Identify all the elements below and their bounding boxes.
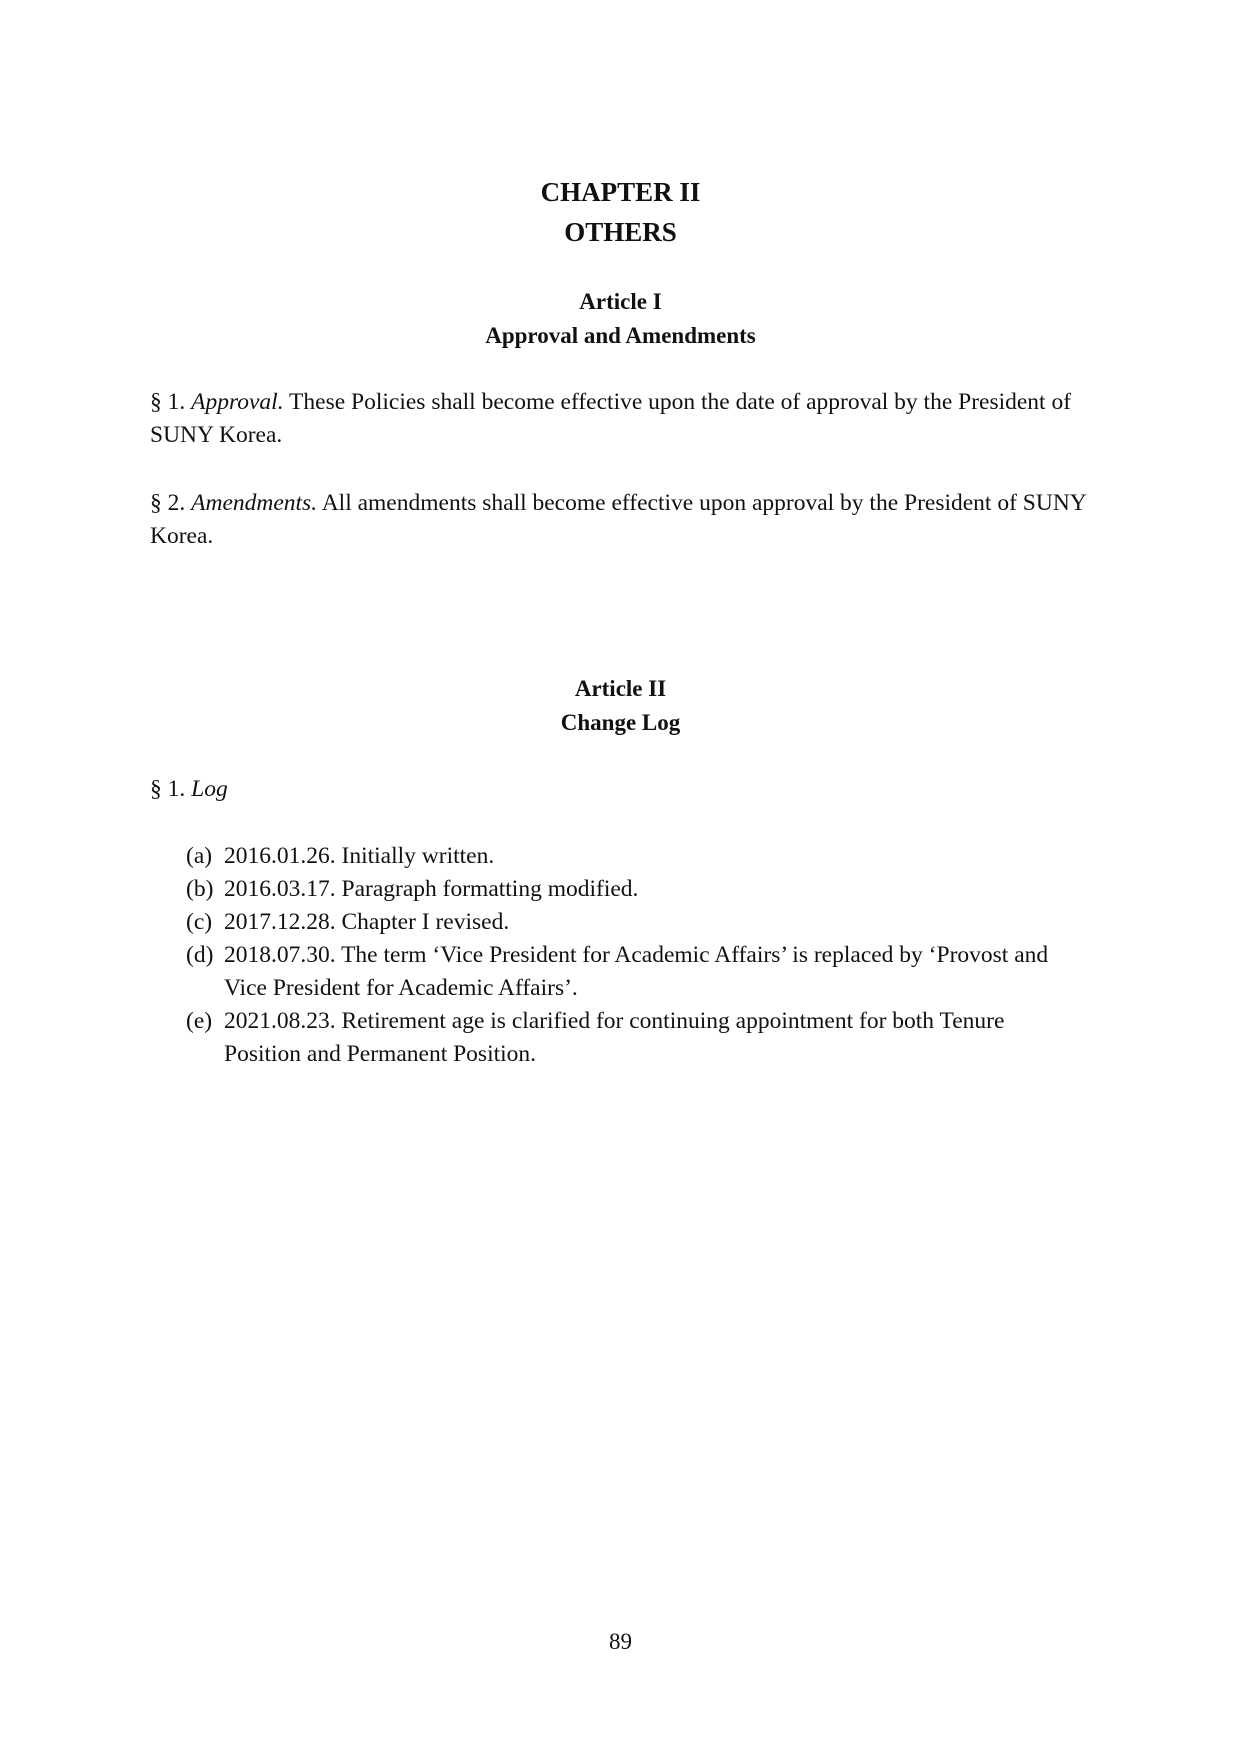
section-heading: Log xyxy=(191,776,228,802)
page-number: 89 xyxy=(609,1629,632,1654)
section-label: § 2. xyxy=(150,490,186,516)
change-log-item xyxy=(186,840,1086,873)
article-2-title: Change Log xyxy=(560,710,681,735)
change-log-marker: (a) xyxy=(186,843,213,869)
section-text: These Policies shall become effective upon the date of approval by the President of SUNY Korea. xyxy=(150,389,1072,448)
change-log-text: 2017.12.28. Chapter I revised. xyxy=(224,909,510,935)
chapter-number: CHAPTER II xyxy=(540,177,701,207)
change-log-text: 2016.01.26. Initially written. xyxy=(224,843,495,869)
change-log-list xyxy=(186,840,1086,1071)
section-amendments xyxy=(150,487,1100,553)
article-1-number: Article I xyxy=(579,289,662,314)
change-log-marker: (d) xyxy=(186,942,214,968)
change-log-text: 2016.03.17. Paragraph formatting modified. xyxy=(224,876,639,902)
article-1-title: Approval and Amendments xyxy=(485,323,756,348)
change-log-item xyxy=(186,906,1086,939)
change-log-text: 2021.08.23. Retirement age is clarified for continuing appointment for both Tenure Position and Permanent Position. xyxy=(224,1008,1005,1067)
change-log-marker: (e) xyxy=(186,1008,213,1034)
article-2-number: Article II xyxy=(574,676,667,701)
chapter-title: OTHERS xyxy=(564,217,677,247)
change-log-marker: (c) xyxy=(186,909,213,935)
change-log-item xyxy=(186,1005,1086,1071)
section-label: § 1. xyxy=(150,389,186,415)
section-heading: Approval. xyxy=(191,389,284,415)
section-heading: Amendments. xyxy=(191,490,318,516)
section-text: All amendments shall become effective upon approval by the President of SUNY Korea. xyxy=(150,490,1086,549)
change-log-text: 2018.07.30. The term ‘Vice President for Academic Affairs’ is replaced by ‘Provost and Vice President for Academic Affairs’. xyxy=(224,942,1049,1001)
change-log-marker: (b) xyxy=(186,876,214,902)
change-log-item xyxy=(186,939,1086,1005)
change-log-item xyxy=(186,873,1086,906)
section-label: § 1. xyxy=(150,776,186,802)
section-log xyxy=(150,773,1100,806)
section-approval xyxy=(150,386,1100,452)
